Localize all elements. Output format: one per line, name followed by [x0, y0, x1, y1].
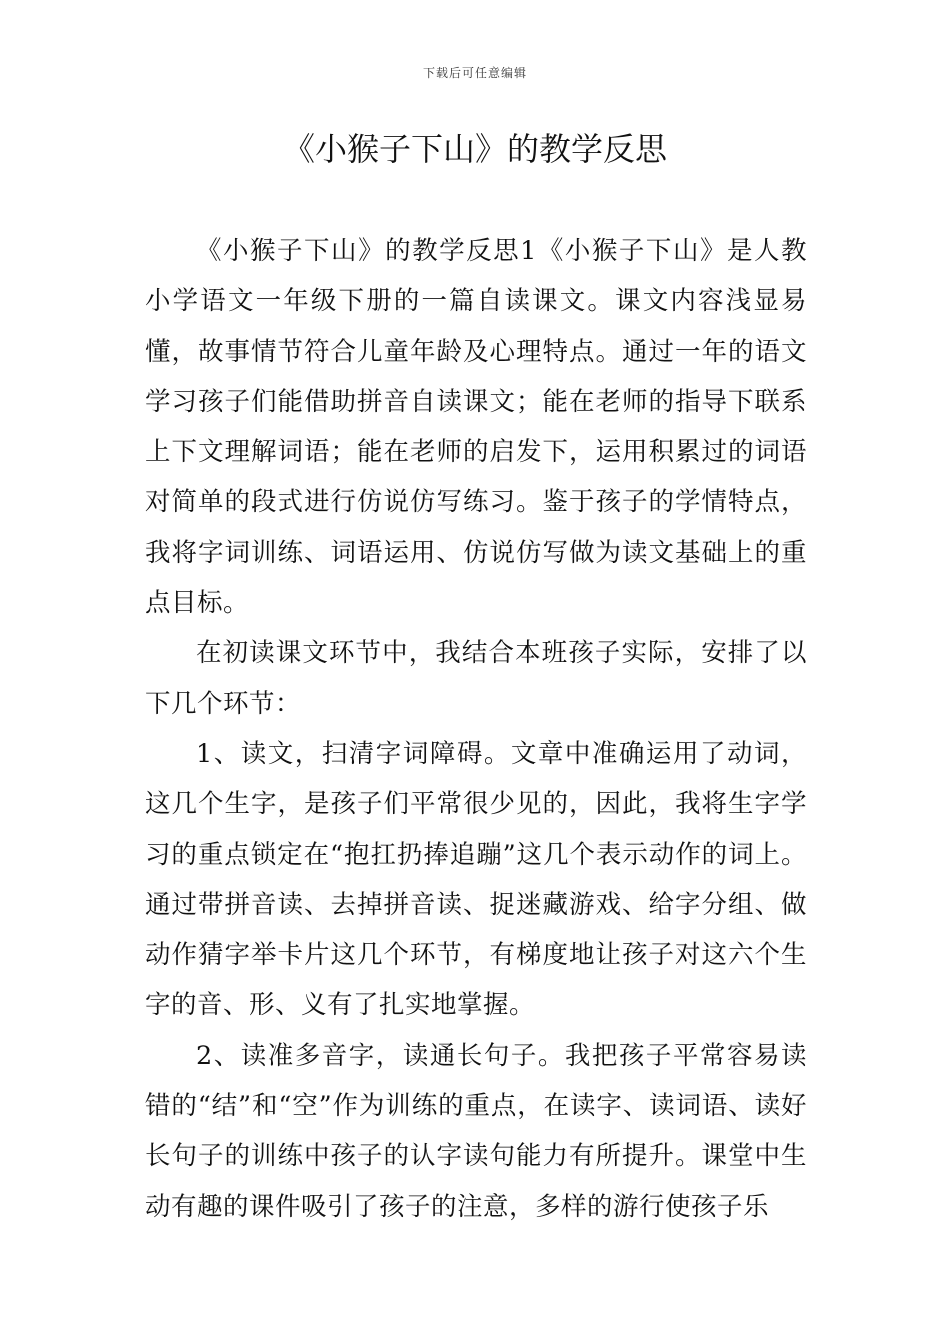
paragraph-3: 1、读文，扫清字词障碍。文章中准确运用了动词，这几个生字，是孩子们平常很少见的，因此，我将生字学习的重点锁定在“抱扛扔捧追蹦”这几个表示动作的词上。通过带拼音读、去掉拼音读、捉迷藏游戏、给字分组、做动作猜字举卡片这几个环节，有梯度地让孩子对这六个生字的音、形、义有了扎实地掌握。	[145, 738, 807, 1021]
document-title: 《小猴子下山》的教学反思	[282, 130, 667, 168]
paragraph-1: 《小猴子下山》的教学反思1《小猴子下山》是人教小学语文一年级下册的一篇自读课文。课文内容浅显易懂，故事情节符合儿童年龄及心理特点。通过一年的语文学习孩子们能借助拼音自读课文；能在老师的指导下联系上下文理解词语；能在老师的启发下，运用积累过的词语对简单的段式进行仿说仿写练习。鉴于孩子的学情特点，我将字词训练、词语运用、仿说仿写做为读文基础上的重点目标。	[145, 236, 807, 619]
header-note: 下载后可任意编辑	[422, 66, 527, 80]
document-body	[145, 226, 807, 1232]
paragraph-4: 2、读准多音字，读通长句子。我把孩子平常容易读错的“结”和“空”作为训练的重点，在读字、读词语、读好长句子的训练中孩子的认字读句能力有所提升。课堂中生动有趣的课件吸引了孩子的注意，多样的游行使孩子乐	[145, 1040, 807, 1222]
paragraph-2: 在初读课文环节中，我结合本班孩子实际，安排了以下几个环节：	[145, 638, 807, 719]
